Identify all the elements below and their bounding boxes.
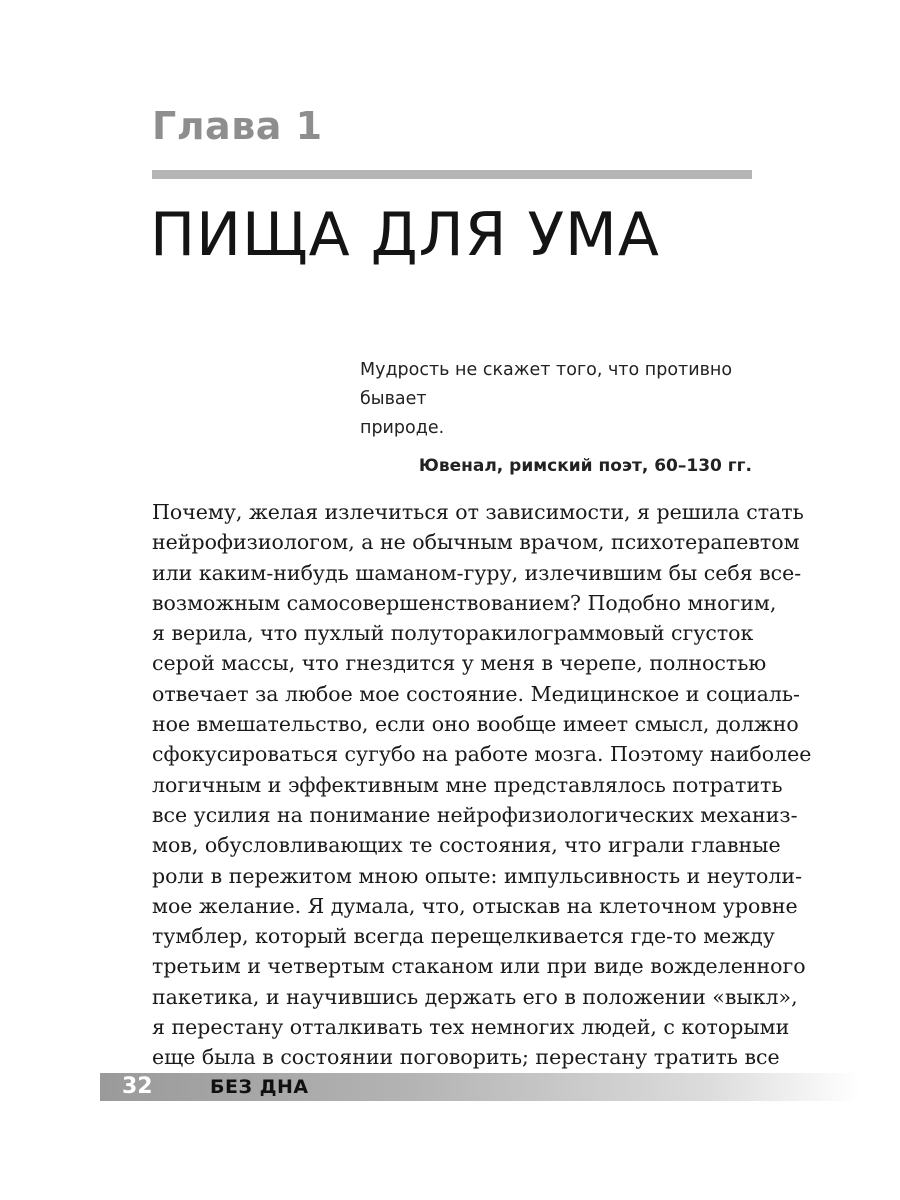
body-line: все усилия на понимание нейрофизиологических механиз-	[152, 802, 798, 827]
body-line: мое желание. Я думала, что, отыскав на клеточном уровне	[152, 893, 798, 918]
page-number: 32	[122, 1074, 153, 1099]
body-text	[152, 497, 812, 1073]
epigraph-quote	[360, 356, 752, 443]
running-title: БЕЗ ДНА	[210, 1076, 309, 1098]
body-line: Почему, желая излечиться от зависимости, я решила стать	[152, 500, 804, 524]
body-line: тумблер, который всегда перещелкивается где-то между	[152, 924, 775, 949]
body-line: роли в пережитом мною опыте: импульсивность и неутоли-	[152, 863, 803, 888]
body-line: еще была в состоянии поговорить; перестану тратить все	[152, 1045, 780, 1070]
body-line: сфокусироваться сугубо на работе мозга. Поэтому наиболее	[152, 742, 812, 767]
epigraph-line-2: природе.	[360, 418, 445, 438]
epigraph-line-1: Мудрость не скажет того, что противно бывает	[360, 360, 733, 409]
body-line: пакетика, и научившись держать его в положении «выкл»,	[152, 984, 798, 1009]
body-line: третьим и четвертым стаканом или при виде вожделенного	[152, 954, 806, 979]
body-line: отвечает за любое мое состояние. Медицинское и социаль-	[152, 681, 800, 706]
body-line: ное вмешательство, если оно вообще имеет смысл, должно	[152, 712, 799, 737]
body-line: я перестану отталкивать тех немногих людей, с которыми	[152, 1015, 790, 1040]
body-line: серой массы, что гнездится у меня в черепе, полностью	[152, 651, 767, 676]
body-line: логичным и эффективным мне представлялось потратить	[152, 772, 783, 797]
chapter-title: ПИЩА ДЛЯ УМА	[150, 200, 660, 270]
chapter-label: Глава 1	[152, 104, 323, 148]
body-line: или каким-нибудь шаманом-гуру, излечившим бы себя все-	[152, 560, 802, 585]
body-line: я верила, что пухлый полуторакилограммовый сгусток	[152, 621, 754, 646]
body-line: мов, обусловливающих те состояния, что играли главные	[152, 833, 781, 858]
body-line: возможным самосовершенствованием? Подобно многим,	[152, 590, 777, 615]
body-line: нейрофизиологом, а не обычным врачом, психотерапевтом	[152, 530, 800, 555]
epigraph	[360, 356, 752, 476]
epigraph-author: Ювенал, римский поэт, 60–130 гг.	[418, 456, 752, 476]
chapter-divider	[152, 170, 752, 179]
